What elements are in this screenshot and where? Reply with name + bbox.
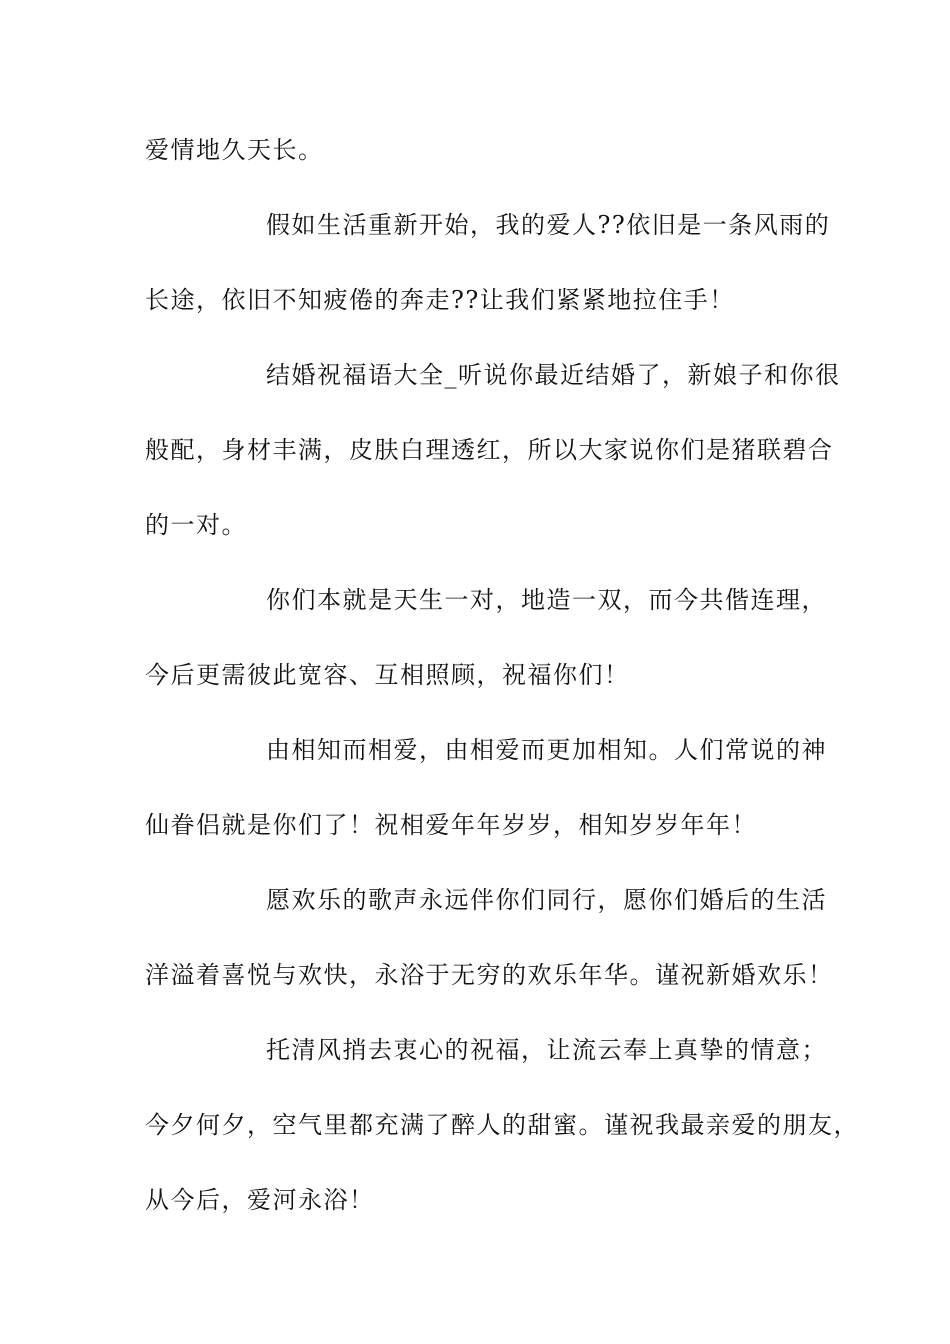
paragraph-start-line: 假如生活重新开始，我的爱人??依旧是一条风雨的 [266, 211, 831, 239]
paragraph-start-line: 结婚祝福语大全_听说你最近结婚了，新娘子和你很 [266, 361, 841, 389]
text-line: 爱情地久天长。 [145, 136, 324, 164]
paragraph-start-line: 你们本就是天生一对，地造一双，而今共偕连理， [266, 586, 827, 614]
text-line: 仙眷侣就是你们了！祝相爱年年岁岁，相知岁岁年年！ [145, 811, 757, 839]
paragraph-start-line: 由相知而相爱，由相爱而更加相知。人们常说的神 [266, 736, 827, 764]
text-line: 长途，依旧不知疲倦的奔走??让我们紧紧地拉住手！ [145, 286, 735, 314]
paragraph-start-line: 愿欢乐的歌声永远伴你们同行，愿你们婚后的生活 [266, 886, 827, 914]
text-line: 洋溢着喜悦与欢快，永浴于无穷的欢乐年华。谨祝新婚欢乐！ [145, 961, 834, 989]
paragraph-start-line: 托清风捎去衷心的祝福，让流云奉上真挚的情意； [266, 1036, 827, 1064]
text-line: 从今后，爱河永浴！ [145, 1186, 375, 1214]
text-line: 般配，身材丰满，皮肤白理透红，所以大家说你们是猪联碧合 [145, 436, 834, 464]
text-line: 的一对。 [145, 511, 247, 539]
text-line: 今夕何夕，空气里都充满了醉人的甜蜜。谨祝我最亲爱的朋友， [145, 1111, 859, 1139]
text-line: 今后更需彼此宽容、互相照顾，祝福你们！ [145, 661, 630, 689]
